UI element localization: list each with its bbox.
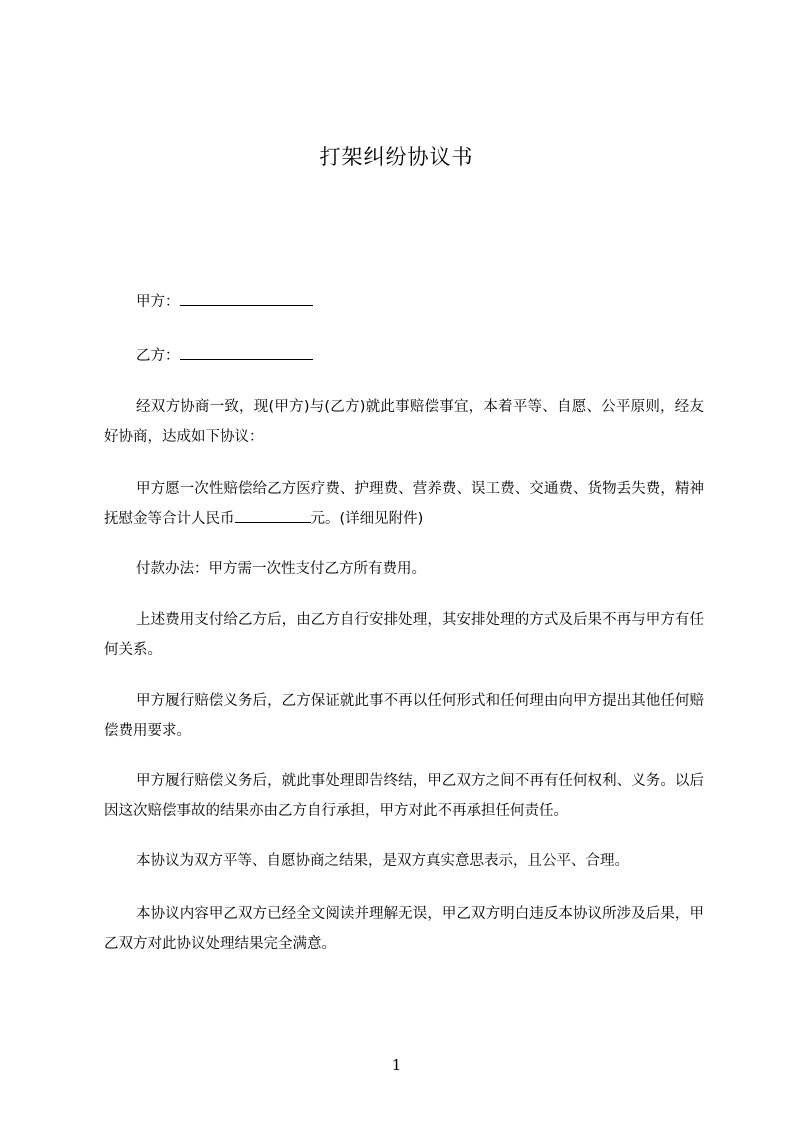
document-title: 打架纠纷协议书 xyxy=(319,145,474,169)
party-b-blank xyxy=(180,344,313,360)
party-a-blank xyxy=(180,290,313,306)
compensation-amount-blank xyxy=(235,507,311,523)
party-a-label: 甲方： xyxy=(136,294,180,310)
compensation-text-after: 元。(详细见附件) xyxy=(310,511,424,527)
fairness-paragraph: 本协议为双方平等、自愿协商之结果，是双方真实意思表示，且公平、合理。 xyxy=(136,853,629,869)
payment-method-paragraph: 付款办法：甲方需一次性支付乙方所有费用。 xyxy=(136,561,426,577)
guarantee-paragraph: 甲方履行赔偿义务后，乙方保证就此事不再以任何形式和任何理由向甲方提出其他任何赔偿费用要求。 xyxy=(104,693,704,739)
agreement-intro-paragraph: 经双方协商一致，现(甲方)与(乙方)就此事赔偿事宜，本着平等、自愿、公平原则，经友好协商，达成如下协议： xyxy=(104,399,704,445)
post-payment-paragraph: 上述费用支付给乙方后，由乙方自行安排处理，其安排处理的方式及后果不再与甲方有任何关系。 xyxy=(104,612,704,658)
termination-paragraph: 甲方履行赔偿义务后，就此事处理即告终结，甲乙双方之间不再有任何权利、义务。以后因这次赔偿事故的结果亦由乙方自行承担，甲方对此不再承担任何责任。 xyxy=(104,773,704,819)
party-a-field xyxy=(136,290,313,312)
compensation-paragraph xyxy=(104,474,704,534)
compensation-text-before: 甲方愿一次性赔偿给乙方医疗费、护理费、营养费、误工费、交通费、货物丢失费，精神抚慰金等合计人民币 xyxy=(104,481,704,527)
understanding-paragraph: 本协议内容甲乙双方已经全文阅读并理解无误，甲乙双方明白违反本协议所涉及后果，甲乙双方对此协议处理结果完全满意。 xyxy=(104,906,704,952)
page-number: 1 xyxy=(391,1056,402,1074)
party-b-label: 乙方： xyxy=(136,348,180,364)
party-b-field xyxy=(136,344,313,366)
